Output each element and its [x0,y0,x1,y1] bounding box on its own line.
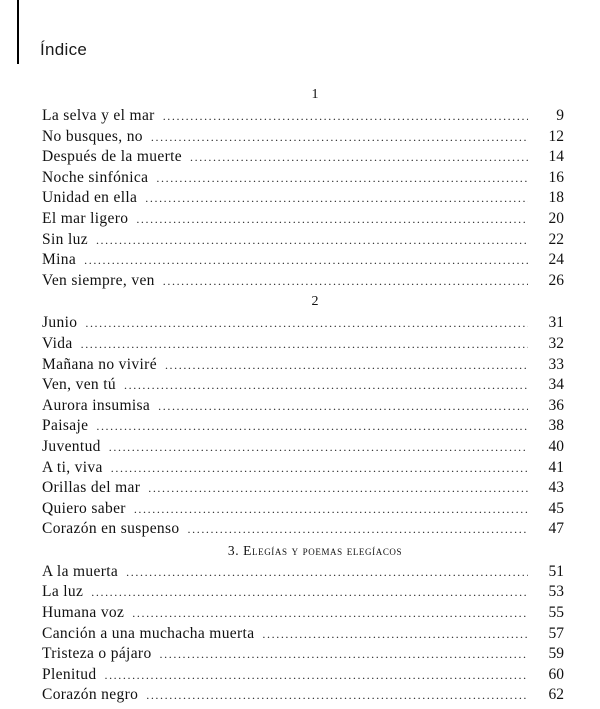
page-heading: Índice [40,40,88,59]
entry-title: Sin luz [42,230,88,248]
dot-leader [81,334,528,355]
entry-title: Corazón en suspenso [42,520,180,538]
dot-leader [165,355,528,376]
entry-page-number: 12 [548,127,564,145]
entry-title: La luz [42,583,84,601]
toc-entry[interactable] [42,168,564,189]
section-header: 1 [311,87,319,102]
entry-title: Paisaje [42,417,89,435]
dot-leader [151,127,528,148]
toc-entry[interactable] [42,313,564,334]
entry-title: Humana voz [42,604,125,622]
entry-title: Orillas del mar [42,479,141,497]
entry-page-number: 53 [548,583,564,601]
toc-entry[interactable] [42,250,564,271]
entry-page-number: 18 [548,189,564,207]
dot-leader [190,147,528,168]
toc-entry[interactable] [42,416,564,437]
entry-page-number: 9 [556,107,564,124]
entry-title: A la muerta [42,562,119,580]
dot-leader [84,250,528,271]
entry-page-number: 59 [548,645,564,663]
toc-entry[interactable] [42,355,564,376]
entry-page-number: 62 [548,686,564,704]
entry-title: Mañana no viviré [42,355,157,373]
toc-entry[interactable] [42,271,564,292]
entry-title: El mar ligero [42,209,129,227]
toc-entry[interactable] [42,230,564,251]
entry-title: A ti, viva [42,458,103,476]
toc-entry[interactable] [42,209,564,230]
entry-page-number: 57 [548,624,564,642]
dot-leader [163,271,528,292]
entry-title: Vida [42,334,73,352]
toc-entry[interactable] [42,624,564,645]
entry-page-number: 32 [548,334,564,352]
entry-title: Plenitud [42,665,97,683]
entry-title: Quiero saber [42,499,126,517]
entry-title: Noche sinfónica [42,168,149,186]
entry-title: Ven, ven tú [42,376,117,394]
toc-entry[interactable] [42,499,564,520]
entry-page-number: 41 [548,458,564,476]
entry-page-number: 43 [548,479,564,497]
entry-title: Canción a una muchacha muerta [42,624,255,642]
table-of-contents [42,84,564,706]
entry-page-number: 34 [548,376,564,394]
entry-title: Aurora insumisa [42,396,151,414]
dot-leader [262,624,528,645]
toc-section [42,291,564,540]
entry-title: Unidad en ella [42,189,138,207]
dot-leader [188,519,528,540]
toc-entry[interactable] [42,519,564,540]
entry-title: Ven siempre, ven [42,271,155,289]
entry-page-number: 20 [548,209,564,227]
toc-entry[interactable] [42,106,564,127]
entry-title: Tristeza o pájaro [42,645,152,663]
entry-title: Después de la muerte [42,148,182,166]
entry-page-number: 14 [548,148,564,166]
dot-leader [104,665,528,686]
entry-page-number: 40 [548,437,564,455]
toc-section [42,540,564,706]
entry-title: La selva y el mar [42,107,155,124]
dot-leader [134,499,528,520]
dot-leader [145,188,528,209]
toc-entry[interactable] [42,147,564,168]
entry-title: Juventud [42,437,101,455]
toc-entry[interactable] [42,644,564,665]
toc-entry[interactable] [42,458,564,479]
entry-page-number: 55 [548,604,564,622]
dot-leader [85,313,528,334]
entry-page-number: 16 [548,168,564,186]
entry-title: Junio [42,314,78,332]
toc-entry[interactable] [42,188,564,209]
entry-page-number: 45 [548,499,564,517]
dot-leader [136,209,528,230]
dot-leader [148,478,528,499]
toc-section [42,84,564,291]
entry-title: Mina [42,251,77,269]
dot-leader [96,416,528,437]
dot-leader [109,437,528,458]
entry-page-number: 31 [548,314,564,332]
dot-leader [132,603,528,624]
entry-page-number: 24 [548,251,564,269]
entry-page-number: 26 [548,271,564,289]
dot-leader [160,644,528,665]
section-header: 2 [311,294,319,310]
dot-leader [91,582,528,603]
entry-page-number: 22 [548,230,564,248]
dot-leader [126,562,528,583]
toc-entry[interactable] [42,437,564,458]
toc-entry[interactable] [42,665,564,686]
entry-title: Corazón negro [42,686,139,704]
entry-page-number: 47 [548,520,564,538]
dot-leader [156,168,528,189]
toc-entry[interactable] [42,685,564,706]
toc-entry[interactable] [42,334,564,355]
toc-entry[interactable] [42,582,564,603]
toc-entry[interactable] [42,127,564,148]
toc-entry[interactable] [42,478,564,499]
toc-entry[interactable] [42,603,564,624]
entry-title: No busques, no [42,127,143,145]
entry-page-number: 60 [548,665,564,683]
entry-page-number: 51 [548,562,564,580]
toc-entry[interactable] [42,375,564,396]
dot-leader [146,685,528,706]
dot-leader [111,458,528,479]
section-header: 3. Elegías y poemas elegíacos [227,542,403,558]
entry-page-number: 38 [548,417,564,435]
entry-page-number: 33 [548,355,564,373]
dot-leader [158,396,528,417]
dot-leader [96,230,528,251]
toc-entry[interactable] [42,562,564,583]
dot-leader [124,375,528,396]
toc-entry[interactable] [42,396,564,417]
dot-leader [163,106,528,127]
entry-page-number: 36 [548,396,564,414]
gutter-rule [17,0,19,64]
